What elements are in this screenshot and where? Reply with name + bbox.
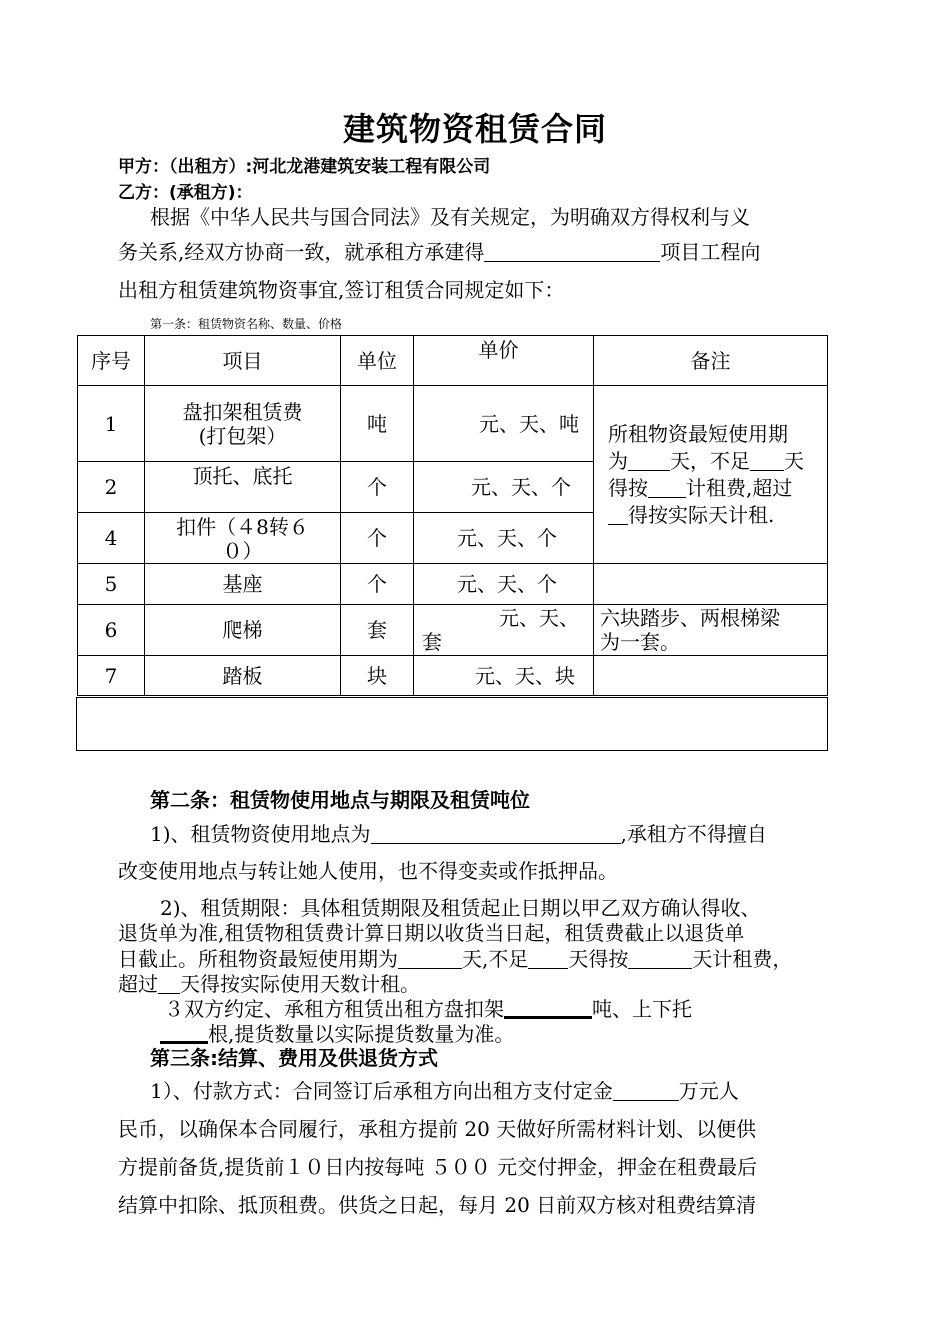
article2-p1-line1 [150,818,767,847]
intro-line-3: 出租方租赁建筑物资事宜,签订租赁合同规定如下： [118,278,565,302]
row-no: 6 [78,605,145,656]
clause-text: 日截止。所租物资最短使用期为 [118,947,398,971]
header-item: 项目 [145,336,341,386]
item-name: 盘扣架租赁费 [182,399,303,424]
row-price: 元、天、个 [414,513,594,564]
min-days-blank[interactable] [628,450,670,471]
deposit-amount-blank[interactable] [613,1080,679,1101]
row-price: 元、天、个 [414,564,594,605]
min-use-remark [594,386,828,564]
shortfall-days-blank[interactable] [528,948,568,969]
clause-text: ,承租方不得擅自 [620,822,767,846]
billing-days-blank[interactable] [628,948,692,969]
intro-text: 项目工程向 [660,240,761,264]
use-location-blank[interactable] [371,823,621,844]
item-name-cont: ０） [222,539,263,563]
row-remark [594,564,828,605]
clause-text: 天,不足 [462,947,529,971]
price-text: 元、天、 [499,606,579,630]
remark-text-cont: 为一套。 [600,630,680,654]
charge-days-blank[interactable] [648,477,686,498]
remark-line [608,502,827,529]
table-row [78,564,828,605]
clause-text: 天得按 [568,947,629,971]
row-no: 1 [78,386,145,462]
item-name-cont: (打包架） [198,423,287,448]
table-row [78,386,828,462]
row-no: 5 [78,564,145,605]
article3-line3: 方提前备货,提货前１０日内按每吨 ５００ 元交付押金，押金在租费最后 [118,1155,758,1179]
clause-text: 1)、租赁物资使用地点为 [150,822,371,846]
header-unit: 单位 [341,336,414,386]
remark-text: 天 [784,448,804,473]
row-unit: 块 [341,656,414,696]
row-price: 元、天、块 [414,656,594,696]
intro-text: 务关系,经双方协商一致，就承租方承建得 [118,240,485,264]
row-unit: 个 [341,564,414,605]
row-unit: 吨 [341,386,414,462]
clause-text: 根,提货数量以实际提货数量为准。 [208,1022,515,1046]
row-no: 7 [78,656,145,696]
row-item: 爬梯 [145,605,341,656]
row-unit: 个 [341,462,414,513]
row-item: 基座 [145,564,341,605]
remark-text: 六块踏步、两根梯梁 [600,606,780,630]
rental-items-table [77,335,828,696]
party-b-line: 乙方：(承租方)： [118,183,253,203]
document-title: 建筑物资租赁合同 [342,110,607,148]
clause-text: 万元人 [678,1079,739,1103]
remark-text: 天，不足 [670,448,750,473]
remark-text: 为 [608,448,628,473]
intro-line-2 [118,236,760,265]
row-item: 踏板 [145,656,341,696]
row-item [145,513,341,564]
intro-line-1: 根据《中华人民共与国合同法》及有关规定，为明确双方得权利与义 [150,205,750,229]
remark-text: 计租费,超过 [686,475,793,500]
over-days-blank[interactable] [608,504,628,525]
row-price: 元、天、个 [414,462,594,513]
article2-p2-line2: 退货单为准,租赁物租赁费计算日期以收货当日起，租赁费截止以退货单 [118,921,745,945]
clause-text: 天得按实际使用天数计租。 [180,972,420,996]
article2-p2-line1: 2)、租赁期限：具体租赁期限及租赁起止日期以甲乙双方确认得收、 [160,896,761,920]
row-item [145,386,341,462]
remark-line: 所租物资最短使用期 [608,421,788,446]
clause-text: 天计租费， [692,947,793,971]
table-row [78,656,828,696]
row-no: 2 [78,462,145,513]
row-remark [594,656,828,696]
row-price [414,605,594,656]
short-days-blank[interactable] [750,450,784,471]
min-period-blank[interactable] [398,948,462,969]
clause-text: 超过 [118,972,158,996]
header-remark: 备注 [594,336,828,386]
header-no: 序号 [78,336,145,386]
clause-text: 1）、付款方式：合同签订后承租方向出租方支付定金 [150,1079,613,1103]
party-a-line: 甲方：（出租方）:河北龙港建筑安装工程有限公司 [118,157,491,177]
article3-line1 [150,1075,739,1104]
article3-heading: 第三条:结算、费用及供退货方式 [150,1046,438,1070]
price-text-cont: 套 [422,630,442,654]
article1-caption: 第一条：租赁物资名称、数量、价格 [150,317,343,331]
clause-text: 吨、上下托 [592,997,692,1021]
article2-heading: 第二条：租赁物使用地点与期限及租赁吨位 [150,788,530,812]
remark-text: 得按 [608,475,648,500]
table-row [78,605,828,656]
remark-line [608,475,827,502]
header-price: 单价 [414,336,594,386]
clause-text: ３双方约定、承租方租赁出租方盘扣架 [164,997,504,1021]
rod-count-blank[interactable] [160,1021,208,1044]
row-no: 4 [78,513,145,564]
article3-line2: 民币，以确保本合同履行，承租方提前 20 天做好所需材料计划、以便供 [118,1117,757,1141]
tonnage-blank[interactable] [504,996,592,1019]
row-price: 元、天、吨 [414,386,594,462]
row-remark [594,605,828,656]
excess-days-blank[interactable] [158,973,180,994]
item-name: 扣件（４8转６ [176,515,309,539]
row-unit: 个 [341,513,414,564]
row-item: 顶托、底托 [145,462,341,513]
remark-line [608,448,827,475]
row-unit: 套 [341,605,414,656]
blank-table-box [76,697,828,751]
remark-text: 得按实际天计租. [628,502,775,527]
table-header-row [78,336,828,386]
article2-p1-line2: 改变使用地点与转让她人使用，也不得变卖或作抵押品。 [118,859,618,883]
article3-line4: 结算中扣除、抵顶租费。供货之日起，每月 20 日前双方核对租费结算清 [118,1193,757,1217]
project-name-blank[interactable] [484,241,660,262]
